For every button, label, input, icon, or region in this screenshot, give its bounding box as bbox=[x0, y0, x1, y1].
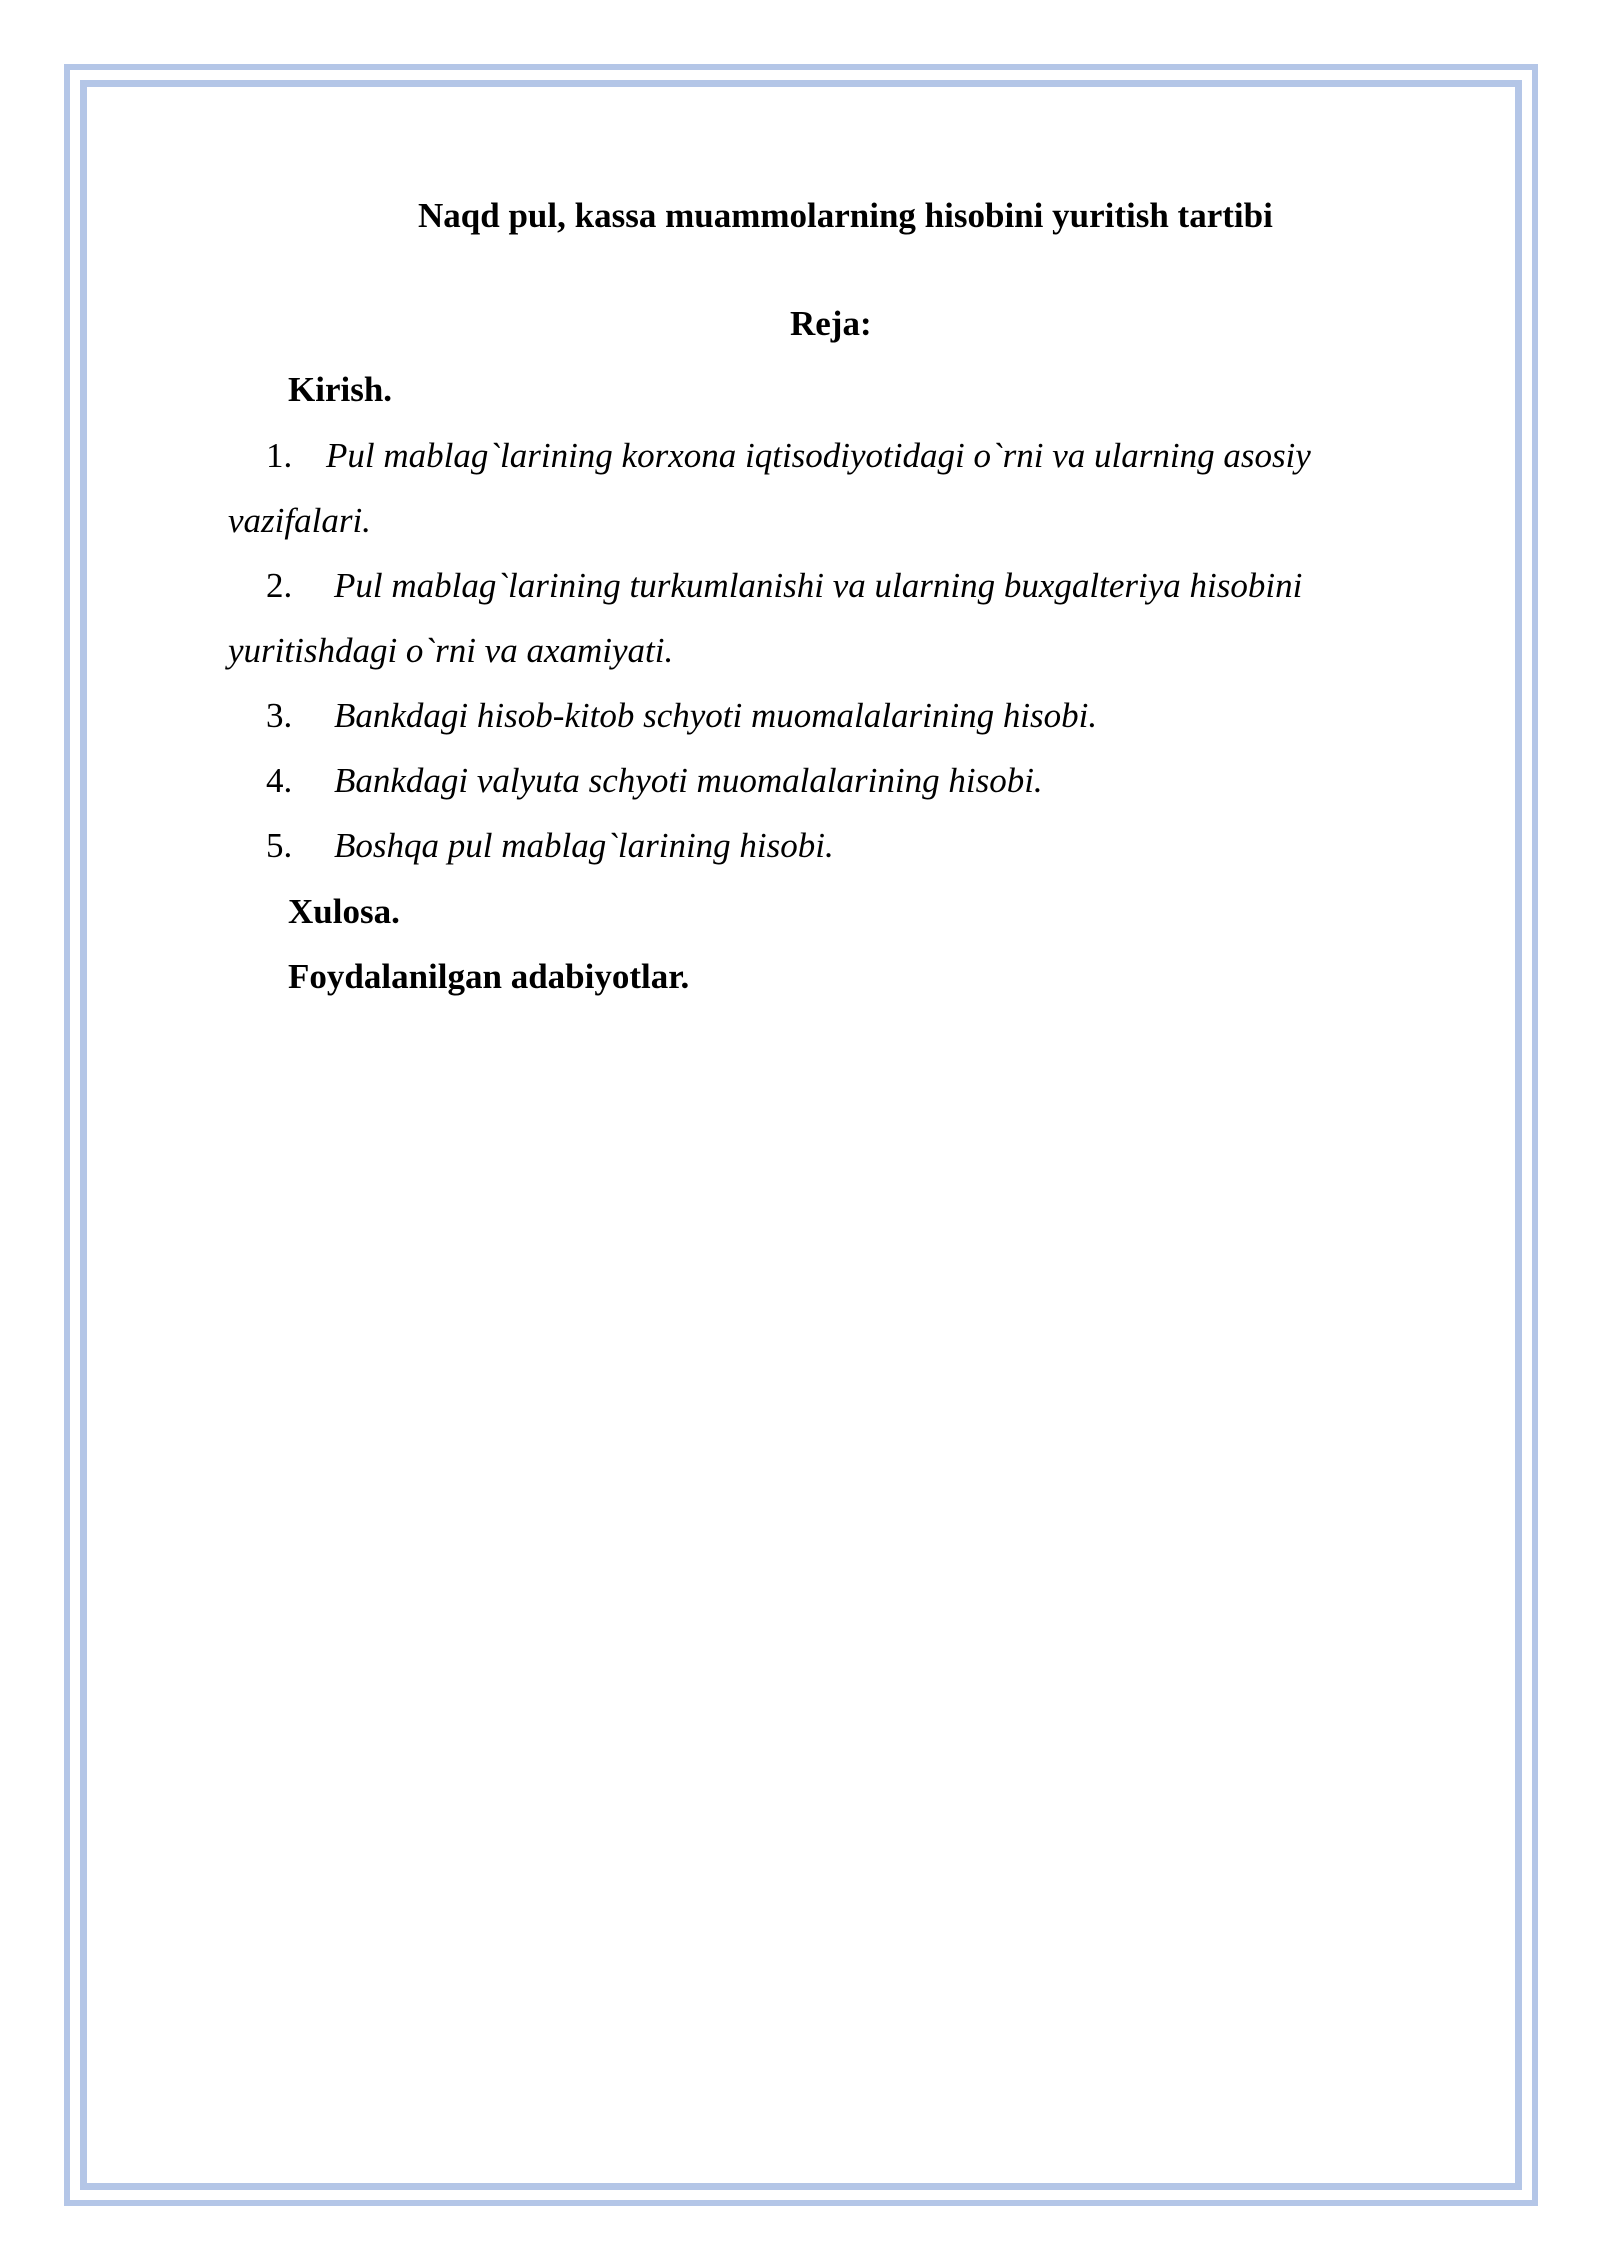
plan-item-text-continued: vazifalari. bbox=[228, 501, 371, 540]
plan-item-text: Pul mablag`larining turkumlanishi va ularning buxgalteriya hisobini bbox=[334, 566, 1303, 605]
plan-heading: Reja: bbox=[790, 304, 872, 343]
plan-item-text: Bankdagi hisob-kitob schyoti muomalalarining hisobi. bbox=[334, 696, 1098, 735]
intro-heading: Kirish. bbox=[288, 370, 393, 409]
conclusion-heading: Xulosa. bbox=[288, 892, 400, 931]
plan-item-text: Boshqa pul mablag`larining hisobi. bbox=[334, 826, 834, 865]
plan-item-text: Pul mablag`larining korxona iqtisodiyotidagi o`rni va ularning asosiy bbox=[326, 436, 1311, 475]
document-title: Naqd pul, kassa muammolarning hisobini yuritish tartibi bbox=[418, 196, 1273, 235]
plan-item-number: 5. bbox=[266, 826, 293, 865]
references-heading: Foydalanilgan adabiyotlar. bbox=[288, 957, 690, 996]
plan-item-number: 4. bbox=[266, 761, 293, 800]
plan-item-number: 2. bbox=[266, 566, 293, 605]
plan-item-number: 1. bbox=[266, 436, 293, 475]
plan-item-text-continued: yuritishdagi o`rni va axamiyati. bbox=[228, 631, 674, 670]
plan-item-number: 3. bbox=[266, 696, 293, 735]
plan-item-text: Bankdagi valyuta schyoti muomalalarining hisobi. bbox=[334, 761, 1043, 800]
